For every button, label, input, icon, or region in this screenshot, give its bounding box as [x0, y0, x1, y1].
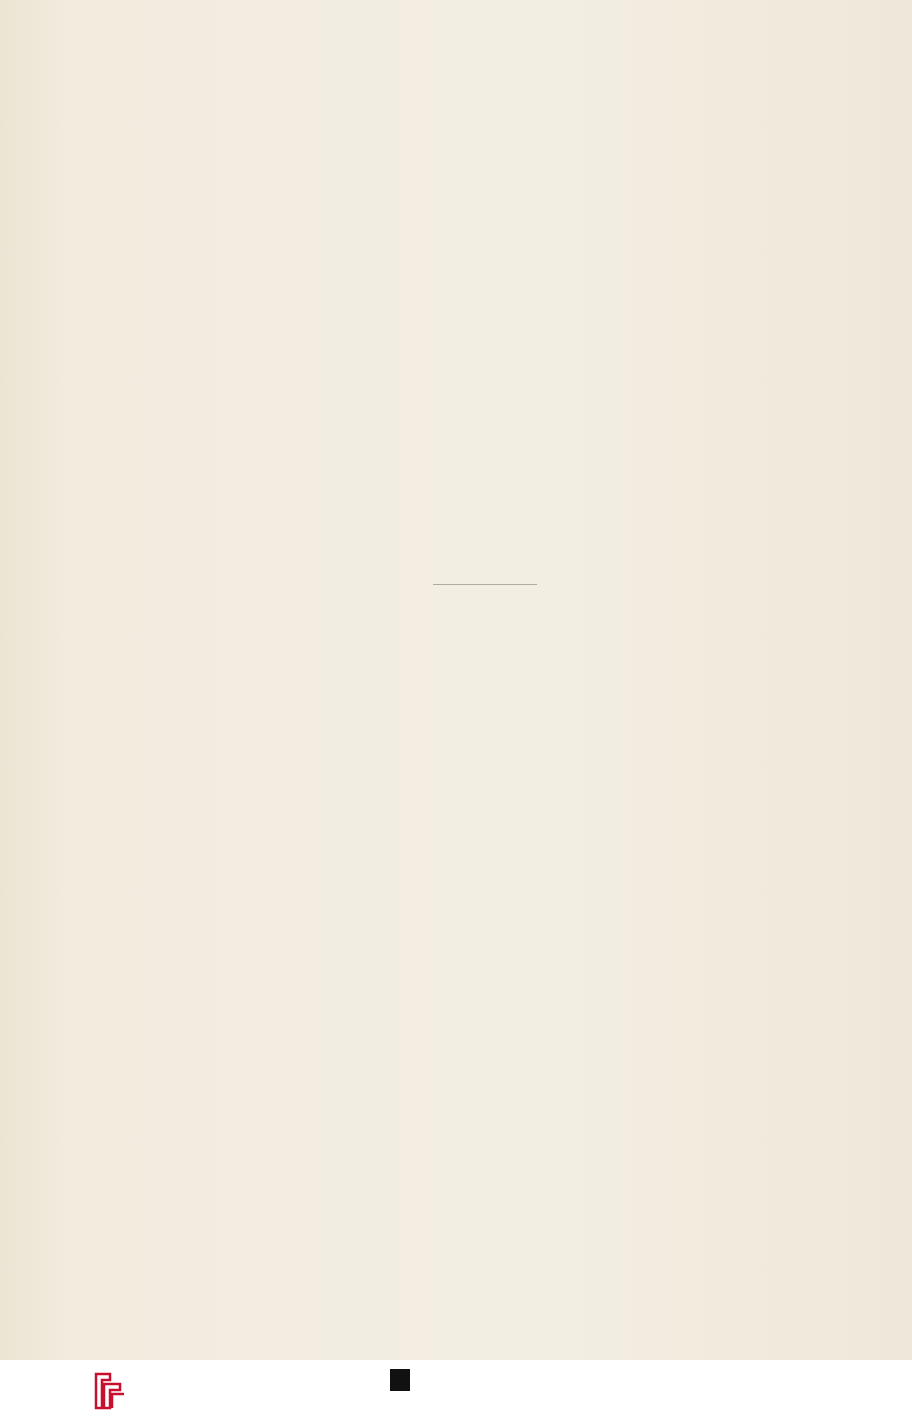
footer-bar [0, 1360, 912, 1423]
section-divider [433, 584, 537, 585]
kunstbibliothek-logo-icon [390, 1369, 410, 1391]
ub-heidelberg-logo-icon [90, 1368, 128, 1412]
